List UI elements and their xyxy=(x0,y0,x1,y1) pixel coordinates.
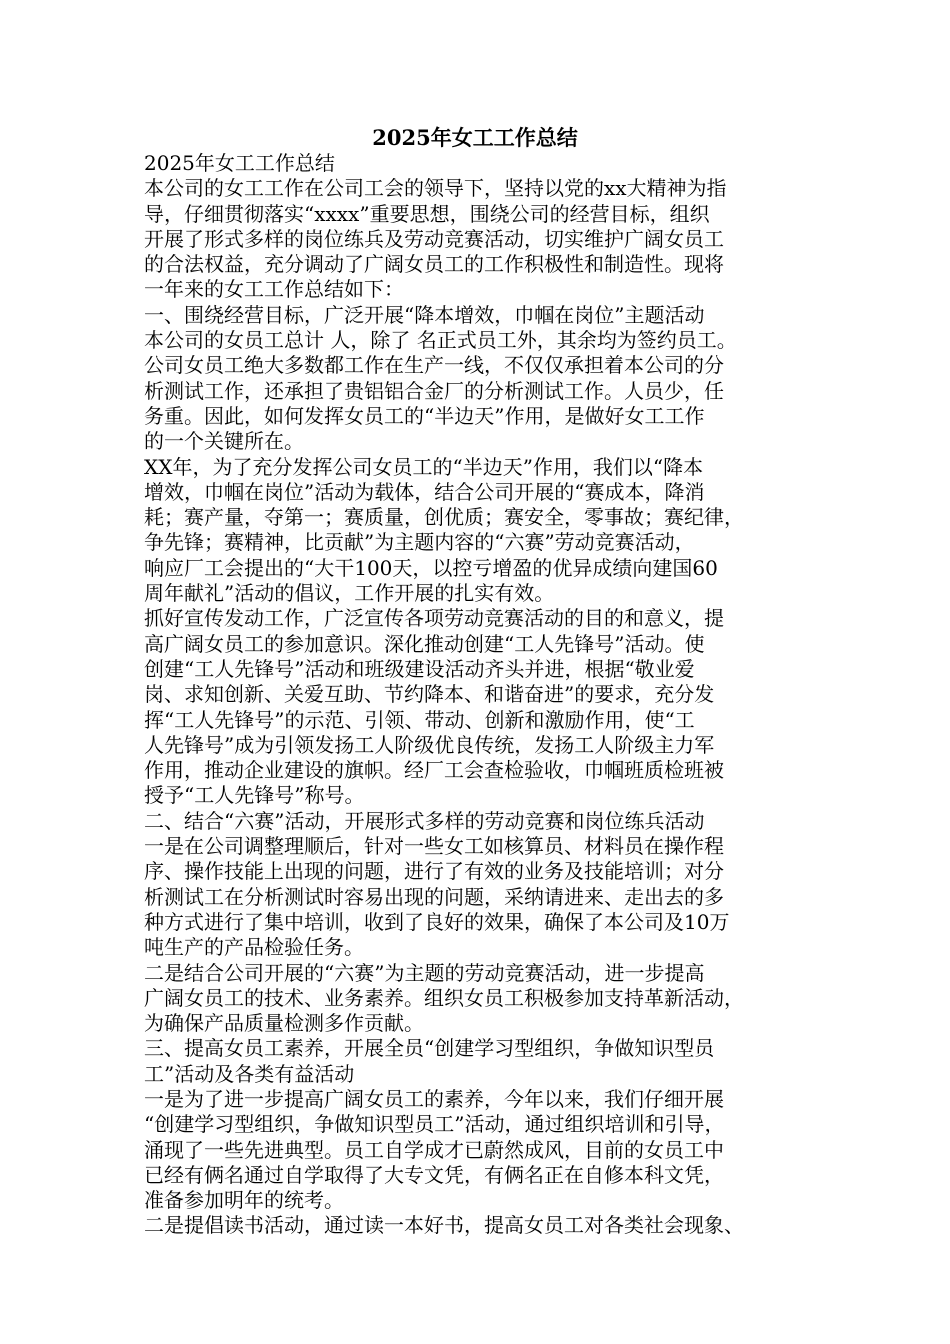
text-line: 岗、求知创新、关爱互助、节约降本、和谐奋进”的要求，充分发 xyxy=(144,682,715,707)
document-body xyxy=(144,151,824,1239)
text-line: 二、结合“六赛”活动，开展形式多样的劳动竞赛和岗位练兵活动 xyxy=(144,808,705,833)
document-title: 2025年女工工作总结 xyxy=(372,125,578,150)
text-line: 涌现了一些先进典型。员工自学成才已蔚然成风，目前的女员工中 xyxy=(144,1137,724,1162)
text-line: 2025年女工工作总结 xyxy=(144,151,335,175)
text-line: 周年献礼”活动的倡议，工作开展的扎实有效。 xyxy=(144,581,555,606)
text-line: 为确保产品质量检测多作贡献。 xyxy=(144,1011,424,1036)
text-line: 一年来的女工工作总结如下： xyxy=(144,277,404,302)
text-line: 序、操作技能上出现的问题，进行了有效的业务及技能培训；对分 xyxy=(144,859,724,884)
text-line: 创建“工人先锋号”活动和班级建设活动齐头并进，根据“敬业爱 xyxy=(144,656,695,681)
text-line: 的一个关键所在。 xyxy=(144,429,304,454)
text-line: 本公司的女员工总计 人，除了 名正式员工外，其余均为签约员工。 xyxy=(144,328,737,353)
text-line: 耗；赛产量，夺第一；赛质量，创优质；赛安全，零事故；赛纪律， xyxy=(144,505,744,530)
text-line: 析测试工作，还承担了贵铝铝合金厂的分析测试工作。人员少，任 xyxy=(144,378,724,403)
text-line: 一是为了进一步提高广阔女员工的素养，今年以来，我们仔细开展 xyxy=(144,1086,724,1111)
text-line: 挥“工人先锋号”的示范、引领、带动、创新和激励作用，使“工 xyxy=(144,707,695,732)
text-line: 二是提倡读书活动，通过读一本好书，提高女员工对各类社会现象、 xyxy=(144,1213,744,1238)
text-line: 人先锋号”成为引领发扬工人阶级优良传统，发扬工人阶级主力军 xyxy=(144,732,715,757)
text-line: 导，仔细贯彻落实“xxxx”重要思想，围绕公司的经营目标，组织 xyxy=(144,201,710,226)
text-line: 三、提高女员工素养，开展全员“创建学习型组织，争做知识型员 xyxy=(144,1036,715,1061)
text-line: 析测试工在分析测试时容易出现的问题，采纳请进来、走出去的多 xyxy=(144,884,724,909)
text-line: 二是结合公司开展的“六赛”为主题的劳动竞赛活动，进一步提高 xyxy=(144,960,705,985)
text-line: 一是在公司调整理顺后，针对一些女工如核算员、材料员在操作程 xyxy=(144,834,724,859)
text-line: 响应厂工会提出的“大干100天，以控亏增盈的优异成绩向建国60 xyxy=(144,555,718,580)
text-line: 抓好宣传发动工作，广泛宣传各项劳动竞赛活动的目的和意义，提 xyxy=(144,606,724,631)
text-line: 作用，推动企业建设的旗帜。经厂工会查检验收，巾帼班质检班被 xyxy=(144,758,724,783)
text-line: 授予“工人先锋号”称号。 xyxy=(144,783,365,808)
text-line: 种方式进行了集中培训，收到了良好的效果，确保了本公司及10万 xyxy=(144,909,730,934)
text-line: 开展了形式多样的岗位练兵及劳动竞赛活动，切实维护广阔女员工 xyxy=(144,226,724,251)
text-line: 争先锋；赛精神，比贡献”为主题内容的“六赛”劳动竞赛活动， xyxy=(144,530,695,555)
text-line: XX年，为了充分发挥公司女员工的“半边天”作用，我们以“降本 xyxy=(144,454,704,479)
text-line: 公司女员工绝大多数都工作在生产一线，不仅仅承担着本公司的分 xyxy=(144,353,724,378)
text-line: 工”活动及各类有益活动 xyxy=(144,1061,355,1086)
text-line: 务重。因此，如何发挥女员工的“半边天”作用，是做好女工工作 xyxy=(144,403,705,428)
text-line: 准备参加明年的统考。 xyxy=(144,1188,344,1213)
text-line: 本公司的女工工作在公司工会的领导下，坚持以党的xx大精神为指 xyxy=(144,176,727,201)
text-line: 的合法权益，充分调动了广阔女员工的工作积极性和制造性。现将 xyxy=(144,252,724,277)
text-line: 广阔女员工的技术、业务素养。组织女员工积极参加支持革新活动， xyxy=(144,985,744,1010)
text-line: 吨生产的产品检验任务。 xyxy=(144,935,364,960)
text-line: 增效，巾帼在岗位”活动为载体，结合公司开展的“赛成本，降消 xyxy=(144,479,705,504)
text-line: 一、围绕经营目标，广泛开展“降本增效，巾帼在岗位”主题活动 xyxy=(144,302,705,327)
text-line: 高广阔女员工的参加意识。深化推动创建“工人先锋号”活动。使 xyxy=(144,631,705,656)
text-line: “创建学习型组织，争做知识型员工”活动，通过组织培训和引导， xyxy=(144,1112,725,1137)
text-line: 已经有俩名通过自学取得了大专文凭，有俩名正在自修本科文凭， xyxy=(144,1162,724,1187)
